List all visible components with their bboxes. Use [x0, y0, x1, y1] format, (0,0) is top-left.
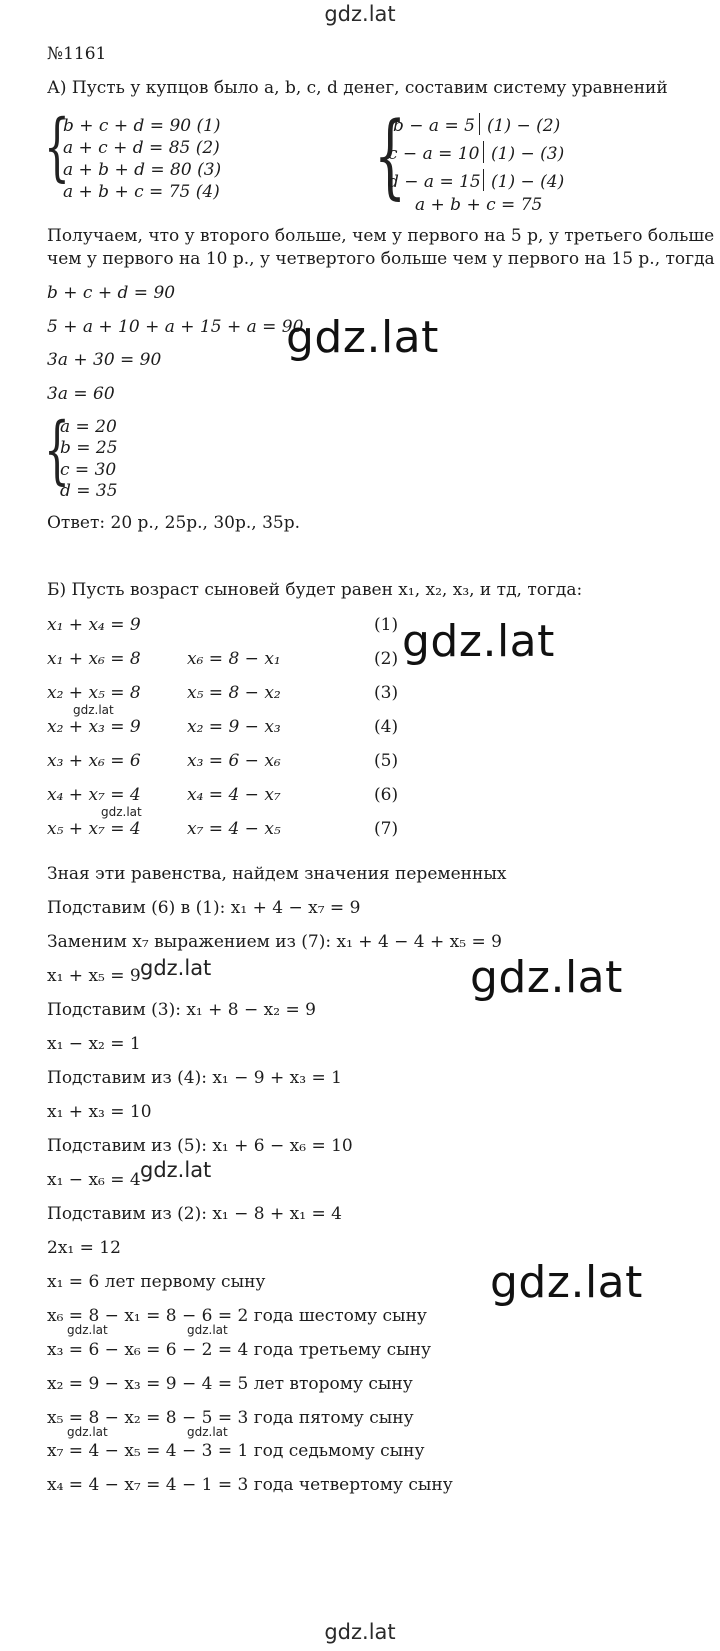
watermark-small-6: gdz.lat: [187, 1425, 228, 1439]
watermark-small-4: gdz.lat: [187, 1323, 228, 1337]
part-b-row-7-expr: x₇ = 4 − x₅: [187, 819, 281, 839]
watermark-big-2: gdz.lat: [402, 616, 555, 667]
part-b-row-5-expr: x₃ = 6 − x₆: [187, 751, 281, 771]
system2-ref-3: (1) − (4): [491, 172, 565, 192]
system1-eq-3: a + b + d = 80 (3): [63, 160, 222, 180]
part-b-row-4-eq: x₂ + x₃ = 9: [47, 717, 141, 737]
part-b-row-1-num: (1): [374, 615, 399, 635]
watermark-big-1: gdz.lat: [286, 312, 439, 363]
watermark-mid-2: gdz.lat: [140, 1158, 212, 1182]
part-b-line-3: Заменим x₇ выражением из (7): x₁ + 4 − 4 + x₅ = 9: [47, 932, 502, 952]
part-b-row-5-num: (5): [374, 751, 399, 771]
part-b-row-2-num: (2): [374, 649, 399, 669]
part-a-step-2: 5 + a + 10 + a + 15 + a = 90: [47, 317, 304, 337]
part-a-step-1: b + c + d = 90: [47, 283, 176, 303]
result-brace: {: [44, 407, 70, 493]
part-a-answer: Ответ: 20 р., 25р., 30р., 35р.: [47, 513, 301, 533]
part-b-line-5: Подставим (3): x₁ + 8 − x₂ = 9: [47, 1000, 316, 1020]
part-b-line-16: x₂ = 9 − x₃ = 9 − 4 = 5 лет второму сыну: [47, 1374, 413, 1394]
watermark-top: gdz.lat: [324, 2, 396, 26]
part-b-line-4: x₁ + x₅ = 9: [47, 966, 141, 986]
result-c: c = 30: [60, 460, 117, 480]
part-b-row-4-expr: x₂ = 9 − x₃: [187, 717, 281, 737]
part-b-line-15: x₃ = 6 − x₆ = 6 − 2 = 4 года третьему сыну: [47, 1340, 431, 1360]
part-a-step-4: 3a = 60: [47, 384, 115, 404]
watermark-big-4: gdz.lat: [490, 1257, 643, 1308]
part-b-line-13: x₁ = 6 лет первому сыну: [47, 1272, 266, 1292]
part-b-line-9: Подставим из (5): x₁ + 6 − x₆ = 10: [47, 1136, 353, 1156]
watermark-bottom: gdz.lat: [324, 1620, 396, 1644]
result-b: b = 25: [60, 438, 118, 458]
part-b-line-18: x₇ = 4 − x₅ = 4 − 3 = 1 год седьмому сыну: [47, 1441, 425, 1461]
part-b-intro: Б) Пусть возраст сыновей будет равен x₁, x₂, x₃, и тд, тогда:: [47, 580, 583, 600]
part-b-row-2-expr: x₆ = 8 − x₁: [187, 649, 281, 669]
system2-ref-2: (1) − (3): [491, 144, 565, 164]
system2-eq-3: d − a = 15: [388, 172, 481, 192]
problem-number: №1161: [47, 44, 107, 64]
part-a-conclusion-1: Получаем, что у второго больше, чем у первого на 5 р, у третьего больше: [47, 226, 715, 246]
result-d: d = 35: [60, 481, 118, 501]
system2-eq-4: a + b + c = 75: [415, 195, 543, 215]
part-b-line-17: x₅ = 8 − x₂ = 8 − 5 = 3 года пятому сыну: [47, 1408, 414, 1428]
part-b-line-6: x₁ − x₂ = 1: [47, 1034, 141, 1054]
part-b-row-6-eq: x₄ + x₇ = 4: [47, 785, 141, 805]
part-b-row-2-eq: x₁ + x₆ = 8: [47, 649, 141, 669]
part-b-line-10: x₁ − x₆ = 4: [47, 1170, 141, 1190]
part-b-row-7-num: (7): [374, 819, 399, 839]
part-a-step-3: 3a + 30 = 90: [47, 350, 162, 370]
system2-brace: {: [374, 102, 407, 209]
part-b-row-7-eq: x₅ + x₇ = 4: [47, 819, 141, 839]
part-b-line-7: Подставим из (4): x₁ − 9 + x₃ = 1: [47, 1068, 342, 1088]
watermark-small-5: gdz.lat: [67, 1425, 108, 1439]
part-b-row-6-expr: x₄ = 4 − x₇: [187, 785, 281, 805]
system1-eq-1: b + c + d = 90 (1): [63, 116, 221, 136]
part-b-row-3-eq: x₂ + x₅ = 8: [47, 683, 141, 703]
part-b-line-11: Подставим из (2): x₁ − 8 + x₁ = 4: [47, 1204, 342, 1224]
part-a-conclusion-2: чем у первого на 10 р., у четвертого больше чем у первого на 15 р., тогда: [47, 249, 715, 269]
part-b-row-4-num: (4): [374, 717, 399, 737]
part-b-line-2: Подставим (6) в (1): x₁ + 4 − x₇ = 9: [47, 898, 361, 918]
watermark-big-3: gdz.lat: [470, 952, 623, 1003]
part-b-row-6-num: (6): [374, 785, 399, 805]
watermark-small-3: gdz.lat: [67, 1323, 108, 1337]
system1-brace: {: [44, 104, 70, 190]
system2-eq-1: b − a = 5: [393, 116, 475, 136]
part-b-line-19: x₄ = 4 − x₇ = 4 − 1 = 3 года четвертому сыну: [47, 1475, 453, 1495]
watermark-small-1: gdz.lat: [73, 703, 114, 717]
system2-bar-2: [483, 141, 484, 163]
part-b-line-12: 2x₁ = 12: [47, 1238, 121, 1258]
part-b-row-5-eq: x₃ + x₆ = 6: [47, 751, 141, 771]
watermark-mid-1: gdz.lat: [140, 956, 212, 980]
system2-eq-2: c − a = 10: [388, 144, 480, 164]
part-b-row-3-expr: x₅ = 8 − x₂: [187, 683, 281, 703]
part-b-row-3-num: (3): [374, 683, 399, 703]
part-a-intro: А) Пусть у купцов было a, b, c, d денег, составим систему уравнений: [47, 78, 668, 98]
system1-eq-4: a + b + c = 75 (4): [63, 182, 220, 202]
system1-eq-2: a + c + d = 85 (2): [63, 138, 220, 158]
watermark-small-2: gdz.lat: [101, 805, 142, 819]
part-b-line-14: x₆ = 8 − x₁ = 8 − 6 = 2 года шестому сыну: [47, 1306, 427, 1326]
result-a: a = 20: [60, 417, 117, 437]
system2-ref-1: (1) − (2): [487, 116, 561, 136]
part-b-line-8: x₁ + x₃ = 10: [47, 1102, 152, 1122]
system2-bar-3: [483, 169, 484, 191]
system2-bar-1: [479, 113, 480, 135]
part-b-line-1: Зная эти равенства, найдем значения переменных: [47, 864, 507, 884]
part-b-row-1-eq: x₁ + x₄ = 9: [47, 615, 141, 635]
